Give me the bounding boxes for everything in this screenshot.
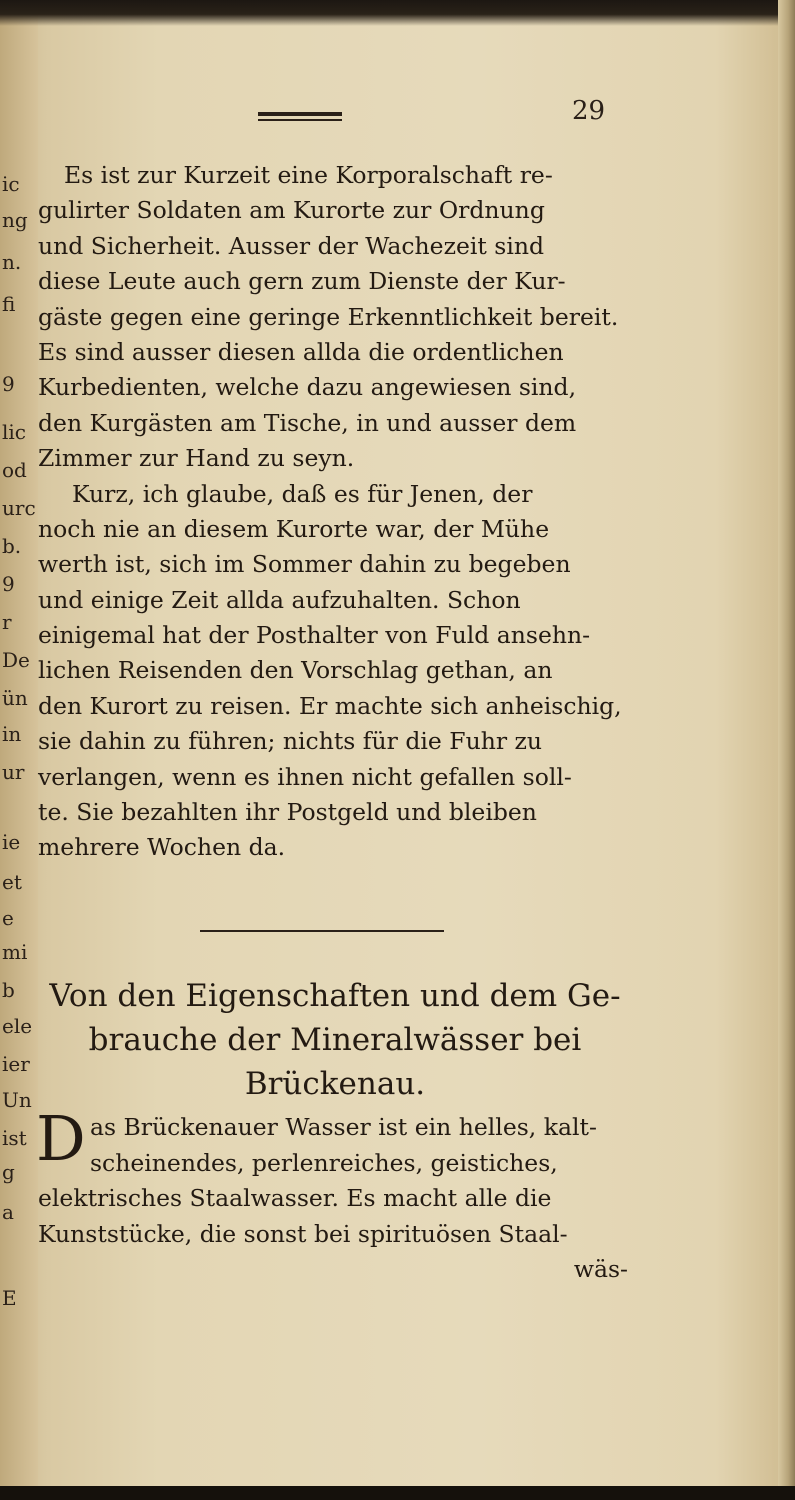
gutter-fragment: ier [2,1052,30,1076]
gutter-fragment: ün [2,686,28,710]
section-heading [30,974,640,1106]
text-line: diese Leute auch gern zum Dienste der Kur- [38,267,566,296]
gutter-fragment: g [2,1160,15,1184]
text-line: Zimmer zur Hand zu seyn. [38,444,355,473]
text-line: mehrere Wochen da. [38,833,286,862]
text-line: Es sind ausser diesen allda die ordentlichen [38,337,564,366]
gutter-fragment: urc [2,496,36,520]
text-line: und einige Zeit allda aufzuhalten. Schon [38,585,521,614]
gutter-fragment: E [2,1286,17,1310]
body-text [38,158,628,866]
text-line: lichen Reisenden den Vorschlag gethan, an [38,656,553,685]
text-line: noch nie an diesem Kurorte war, der Mühe [38,514,550,543]
gutter-fragment: lic [2,420,26,444]
text-line: Es ist zur Kurzeit eine Korporalschaft re- [64,161,553,189]
gutter-fragment: De [2,648,30,672]
gutter-fragment: 9 [2,572,15,596]
previous-page-gutter [0,0,38,1500]
text-line: Kunststücke, die sonst bei spirituösen Staal- [38,1219,568,1248]
gutter-fragment: e [2,906,14,930]
text-line: elektrisches Staalwasser. Es macht alle die [38,1184,552,1212]
gutter-fragment: fi [2,292,16,316]
text-line: as Brückenauer Wasser ist ein helles, kalt- [90,1113,597,1141]
gutter-fragment: b [2,978,15,1002]
gutter-fragment: et [2,870,22,894]
gutter-fragment: in [2,722,22,746]
page-right-edge [778,0,795,1500]
text-line: scheinendes, perlenreiches, geistiches, [90,1148,558,1177]
heading-line: Von den Eigenschaften und dem Ge- [49,978,621,1014]
text-line: werth ist, sich im Sommer dahin zu begeben [38,550,571,579]
gutter-fragment: ng [2,208,28,232]
heading-line: Brückenau. [244,1066,426,1102]
heading-line: brauche der Mineralwässer bei [88,1022,582,1058]
catchword: wäs- [573,1255,628,1283]
gutter-fragment: Un [2,1088,32,1112]
drop-cap: D [36,1102,86,1175]
gutter-fragment: ur [2,760,25,784]
page-bottom-edge [0,1486,795,1500]
gutter-fragment: mi [2,940,28,964]
text-line: und Sicherheit. Ausser der Wachezeit sind [38,231,545,260]
text-line: sie dahin zu führen; nichts für die Fuhr zu [38,727,543,756]
gutter-fragment: 9 [2,372,15,396]
gutter-fragment: ic [2,172,20,196]
header-rule-thin [258,119,342,121]
page-number: 29 [572,96,606,126]
text-line: Kurbedienten, welche dazu angewiesen sind, [38,373,577,402]
gutter-fragment: od [2,458,27,482]
header-rule-thick [258,112,342,116]
section-divider [200,930,444,932]
text-line: gulirter Soldaten am Kurorte zur Ordnung [38,196,545,225]
header-ornament-rule [258,112,342,126]
text-line: den Kurgästen am Tische, in und ausser dem [38,408,577,437]
gutter-fragment: r [2,610,12,634]
gutter-fragment: n. [2,250,22,274]
text-line: einigemal hat der Posthalter von Fuld ansehn- [38,621,591,650]
text-line: Kurz, ich glaube, daß es für Jenen, der [72,479,533,508]
gutter-fragment: ele [2,1014,33,1038]
text-line: verlangen, wenn es ihnen nicht gefallen soll- [38,762,572,791]
gutter-fragment: ist [2,1126,27,1150]
gutter-fragment: a [2,1200,14,1224]
gutter-fragment: ie [2,830,21,854]
gutter-fragment: b. [2,534,22,558]
section-body-text [36,1102,638,1288]
text-line: te. Sie bezahlten ihr Postgeld und bleiben [38,798,537,827]
top-shadow [0,0,795,26]
text-line: den Kurort zu reisen. Er machte sich anheischig, [38,691,622,720]
text-line: gäste gegen eine geringe Erkenntlichkeit bereit. [38,302,619,331]
